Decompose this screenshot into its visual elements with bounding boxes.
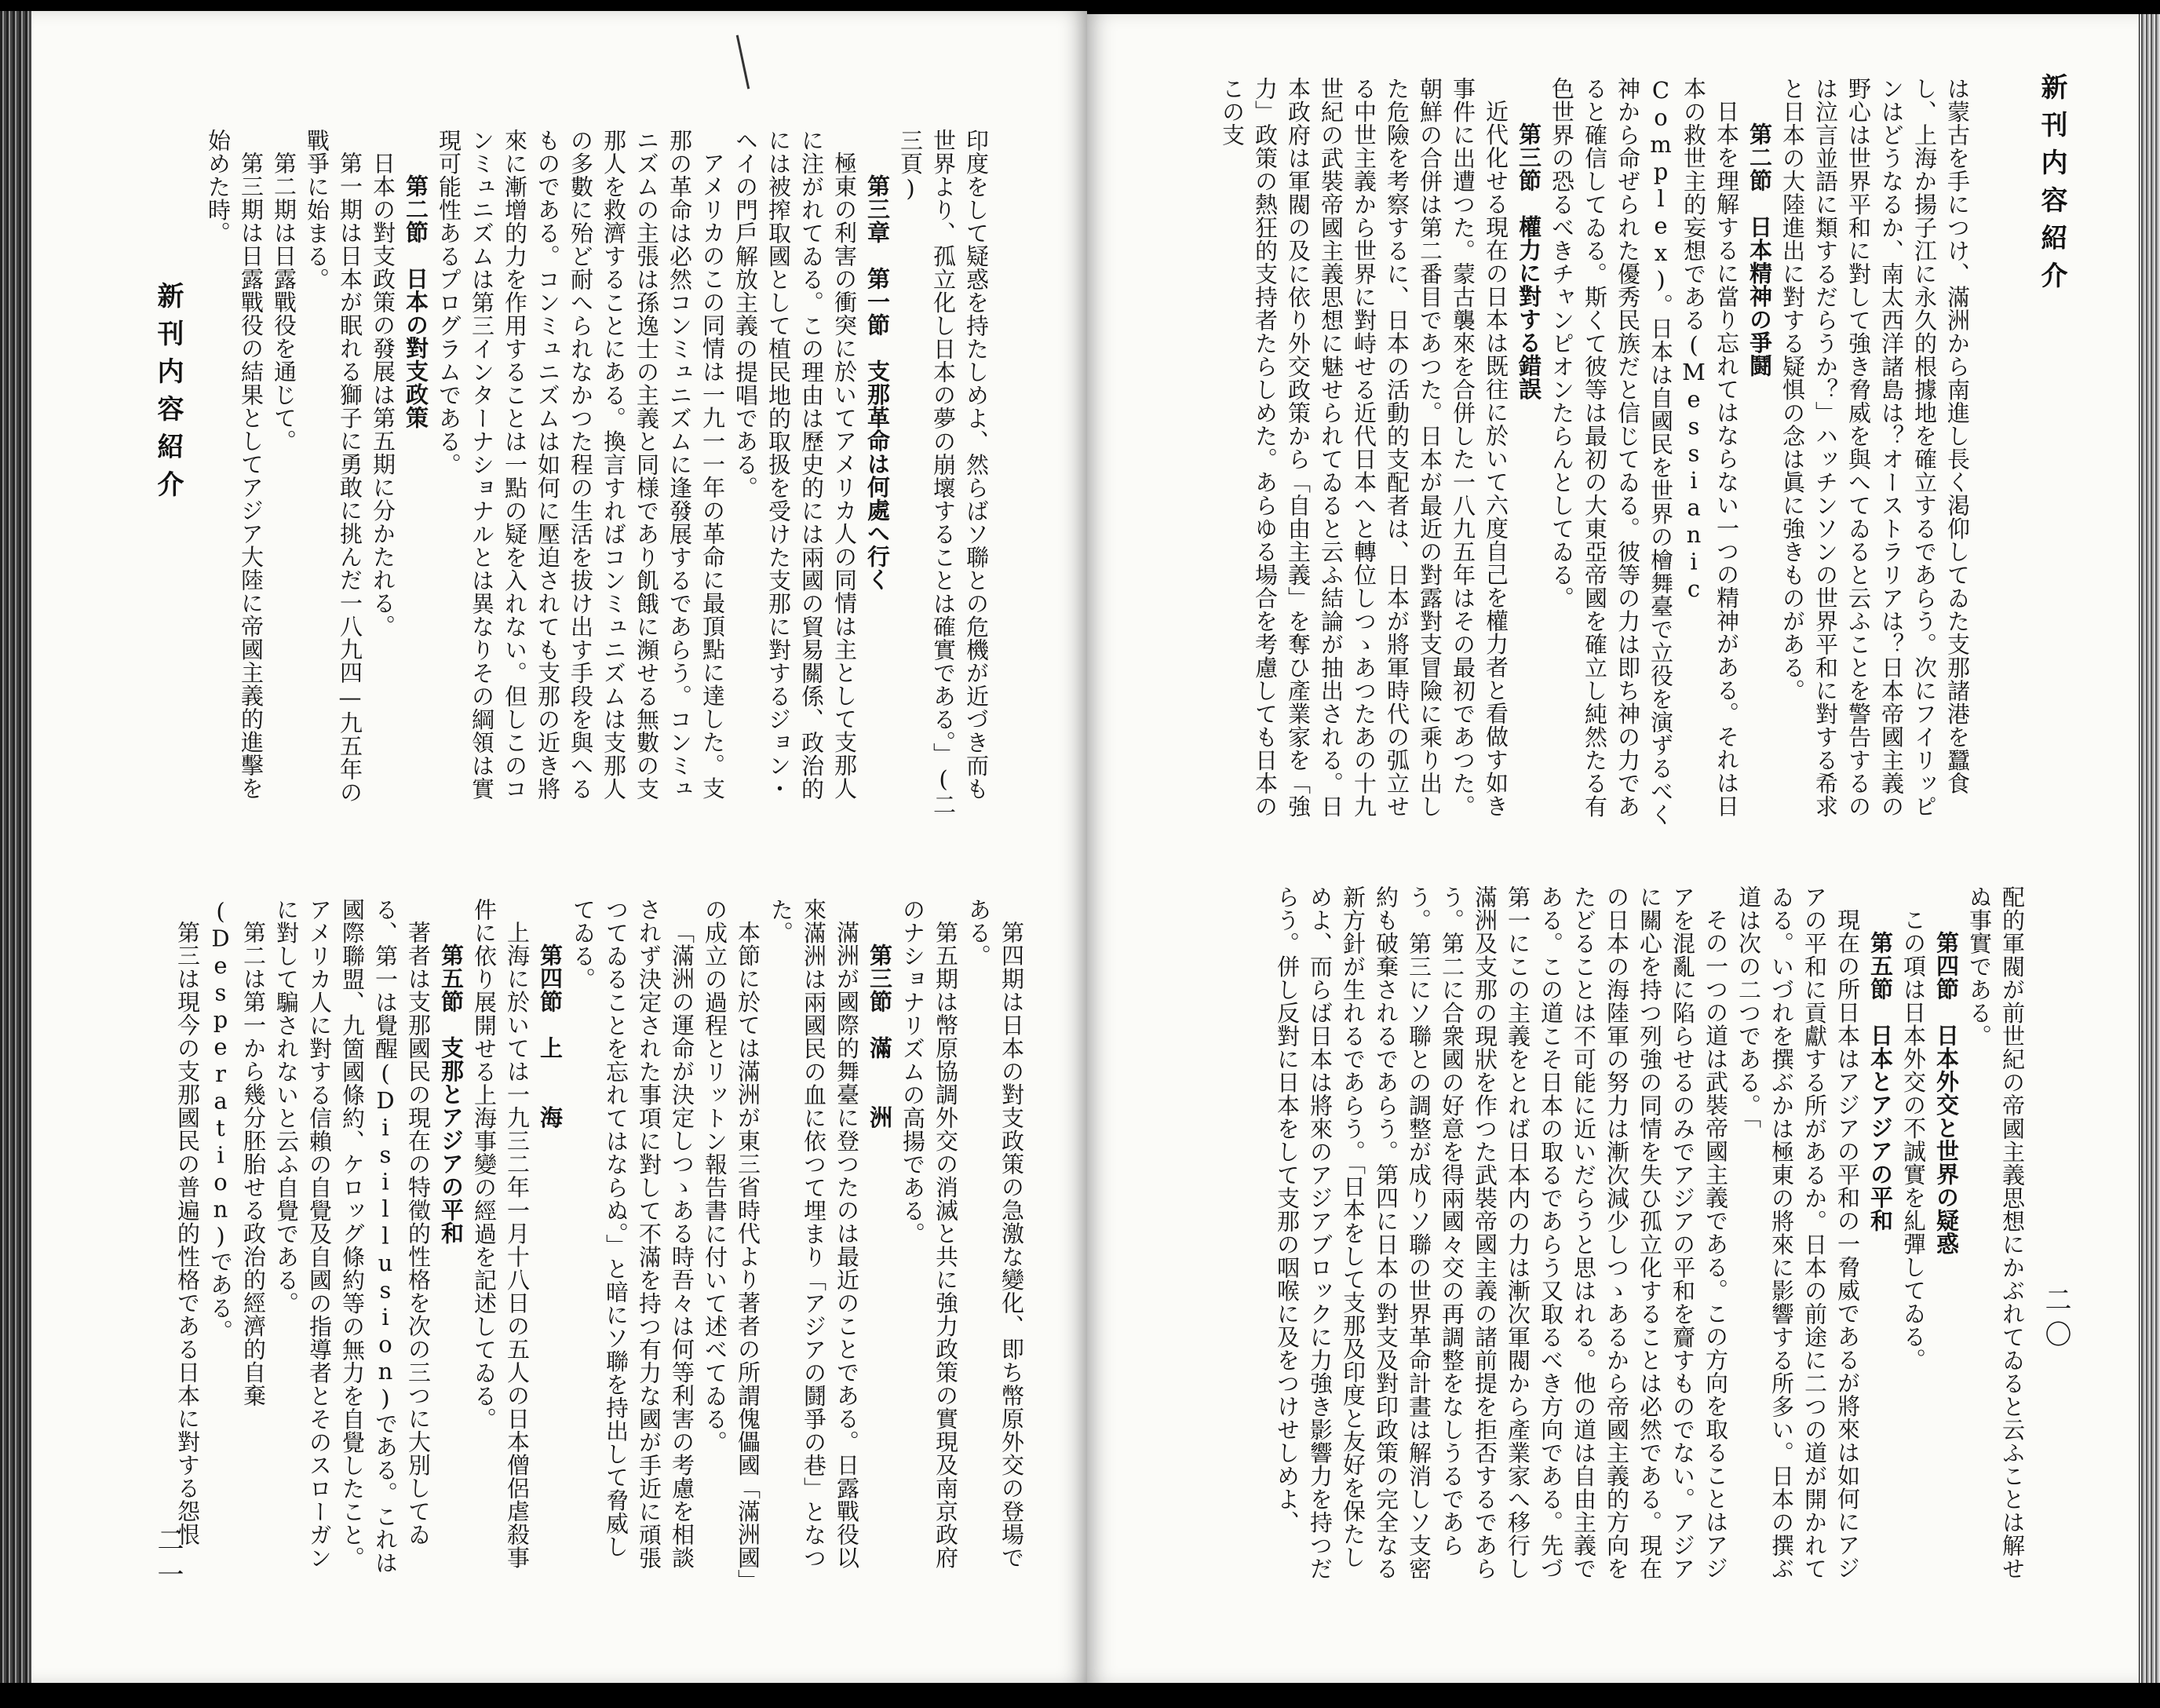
left-page bbox=[31, 11, 1087, 1683]
paragraph: 第四期は日本の對支政策の急激な變化、即ち幣原外交の登場である。 bbox=[965, 898, 1025, 1569]
right-upper-container bbox=[1216, 77, 1974, 830]
right-lower-container bbox=[1271, 885, 2029, 1584]
paragraph: 滿洲が國際的舞臺に登つたのは最近のことである。日露戰役以來滿洲は兩國民の血に依つて埋まり「アジアの鬪爭の巷」となつた。 bbox=[768, 898, 860, 1570]
paragraph: 第五期は幣原協調外交の消滅と共に強力政策の實現及南京政府のナショナリズムの高揚である。 bbox=[899, 898, 959, 1569]
left-lower-container bbox=[173, 898, 1028, 1581]
paragraph: 近代化せる現在の日本は既往に於いて六度自己を權力者と看做す如き事件に出遭つた。蒙古襲來を合併した一八九五年はその最初であつた。朝鮮の合併は第二番目であつた。日本が最近の對露對支冒險に乘り出した危險を考察するに、日本の活動的支配者は、日本が將軍時代の弧立せる中世主義から世界に對峙せる近代日本へと轉位しつゝあつたあの十九世紀の武裝帝國主義思想に魅せられてゐると云ふ結論が抽出される。日本政府は軍閥の及に依り外交政策から「自由主義」を奪ひ產業家を「強力」政策の熱狂的支持者たらしめた。あらゆる場合を考慮しても日本のこの支 bbox=[1219, 77, 1509, 818]
page-mark bbox=[736, 35, 750, 89]
right-page-upper-text bbox=[1142, 77, 1974, 830]
paragraph: アメリカのこの同情は一九一一年の革命に最頂點に達した。支那の革命は必然コンミュニズムに逢發展するであらう。コンミュニズムの主張は孫逸士の主義と同様であり飢餓に瀕せる無數の支那人を救濟することにある。換言すればコンミュニズムは支那人の多數に殆ど耐へられなかつた程の生活を拔け出す手段を與へるものである。コンミュニズムは如何に壓迫されても支那の近き將來に漸增的力を作用することは一點の疑を入れない。但しこのコンミュニズムは第三インターナショナルとは異なりその綱領は實現可能性あるプログラムである。 bbox=[436, 129, 726, 801]
paragraph: 第一期は日本が眠れる獅子に勇敢に挑んだ一八九四—九五年の戰爭に始まる。 bbox=[304, 129, 363, 804]
paragraph: 第二期は日露戰役を通じて。 bbox=[271, 151, 297, 453]
right-page-number: 二〇 bbox=[2040, 1286, 2071, 1355]
section-heading: 第二節 日本精神の爭鬪 bbox=[1746, 122, 1773, 378]
paragraph: 配的軍閥が前世紀の帝國主義思想にかぶれてゐると云ふことは解せぬ事實である。 bbox=[1966, 885, 2026, 1580]
paragraph: 本節に於ては滿洲が東三省時代より著者の所謂傀儡國「滿洲國」の成立の過程とリットン報告書に付いて述べてゐる。 bbox=[702, 898, 761, 1581]
section-heading: 第五節 日本とアジアの平和 bbox=[1867, 931, 1894, 1232]
left-page-upper-text bbox=[181, 129, 993, 819]
book-page-edges-right bbox=[2140, 14, 2160, 1683]
book-spine-edge-left bbox=[0, 11, 31, 1683]
left-page-number: 二一 bbox=[152, 1526, 184, 1595]
paragraph: 第二は第一から幾分胚胎せる政治的經濟的自棄(Desperation)である。 bbox=[207, 898, 267, 1407]
paragraph: は蒙古を手につけ、滿洲から南進し長く渇仰してゐた支那諸港を蠶食し、上海か揚子江に永久的根據地を確立するであらう。次にフイリッピンはどうなるか、南太西洋諸島は？オーストラリアは？日本帝國主義の野心は世界平和に對して強き脅威を與へてゐると云ふことを警告するのは泣言並語に類するだらうか？」ハッチンソンの世界平和に對する希求と日本の大陸進出に對する疑惧の念は眞に強きものがある。 bbox=[1779, 77, 1971, 818]
section-heading: 第四節 日本外交と世界の疑惑 bbox=[1933, 931, 1960, 1255]
paragraph: 日本の對支政策の發展は第五期に分かたれる。 bbox=[370, 151, 396, 638]
right-page bbox=[1087, 14, 2139, 1683]
paragraph: 著者は支那國民の現在の特徵的性格を次の三つに大別してゐる、第一は覺醒(Disillusion)である。これは國際聯盟、九箇國條約、ケロッグ條約等の無力を自覺したこと。アメリカ人に對する信賴の自覺及自國の指導者とそのスローガンに對して騙されないと云ふ自覺である。 bbox=[273, 898, 432, 1575]
left-page-header: 新刊内容紹介 bbox=[152, 282, 184, 508]
paragraph: 印度をして疑惑を持たしめよ、然らばソ聯との危機が近づき而も世界より、孤立化し日本の夢の崩壞することは確實である。」(二三頁) bbox=[897, 129, 990, 816]
left-upper-container bbox=[202, 129, 993, 819]
paragraph: 日本を理解するに當り忘れてはならない一つの精神がある。それは日本の救世主的妄想である(Messianic Complex)。日本は自國民を世界の檜舞臺で立役を演ずるべく神から命ぜられた優秀民族だと信じてゐる。彼等の力は即ち神の力であると確信してゐる。斯くて彼等は最初の大東亞帝國を確立し純然たる有色世界の恐るべきチャンピオンたらんとしてゐる。 bbox=[1549, 77, 1740, 827]
left-page-lower-text bbox=[173, 898, 1028, 1581]
section-heading: 第二節 日本の對支政策 bbox=[403, 174, 429, 429]
section-heading: 第四節 上 海 bbox=[537, 943, 564, 1129]
paragraph: その一つの道は武裝帝國主義である。この方向を取ることはアジアを混亂に陷らせるのみでアジアの平和を齎すものでない。アジアに關心を持つ列強の同情を失ひ孤立化することは必然である。現在の日本の海陸軍の努力は漸次減少しつゝあるから帝國主義的方向をたどることは不可能に近いだらうと思はれる。他の道は自由主義である。この道こそ日本の取るであらう又取るべき方向である。先づ第一にこの主義をとれば日本内の力は漸次軍閥から產業家へ移行し滿洲及支那の現狀を作つた武裝帝國主義の諸前提を拒否するであらう。第二に合衆國の好意を得兩國々交の再調整をなしうるであらう。第三にソ聯との調整が成りソ聯の世界革命計畫は解消しソ支密約も破棄されるであらう。第四に日本の對支及對印政策の完全なる新方針が生れるであらう。「日本をして支那及印度と友好を保たしめよ、而らば日本は將來のアジアブロックに力強き影響力を持つだらう。併し反對に日本をして支那の咽喉に及をつけせしめよ、 bbox=[1274, 885, 1729, 1580]
paragraph: 「滿洲の運命が決定しつゝある時吾々は何等利害の考慮を相談されず決定された事項に對して不滿を持つ有力な國が手近に頑張つてゐることを忘れてはならぬ。」と暗にソ聯を持出して脅威してゐる。 bbox=[570, 898, 695, 1570]
paragraph: この項は日本外交の不誠實を糺彈してゐる。 bbox=[1900, 908, 1927, 1371]
right-page-header: 新刊内容紹介 bbox=[2036, 73, 2067, 299]
paragraph: 上海に於いては一九三二年一月十八日の五人の日本僧侶虐殺事件に依り展開せる上海事變の經過を記述してゐる。 bbox=[471, 898, 531, 1569]
paragraph: 現在の所日本はアジアの平和の一脅威であるが將來は如何にアジアの平和に貢獻する所があるか。日本の前途に二つの道が開かれてゐる。いづれを撰ぶかは極東の將來に影響する所多い。日本の撰ぶ道は次の二つである。「 bbox=[1735, 885, 1861, 1580]
section-heading: 第三章 第一節 支那革命は何處へ行く bbox=[864, 174, 891, 591]
paragraph: 第三期は日露戰役の結果としてアジア大陸に帝國主義的進擊を始めた時。 bbox=[205, 129, 265, 800]
section-heading: 第三節 滿 洲 bbox=[867, 943, 893, 1129]
paragraph: 極東の利害の衝突に於いてアメリカ人の同情は主として支那人に注がれてゐる。この理由は歷史的には兩國の貿易關係、政治的には被搾取國として植民地的取扱を受けた支那に對するジョン・ヘイの門戶解放主義の提唱である。 bbox=[732, 129, 858, 801]
paragraph: 第三は現今の支那國民の普遍的性格である日本に對する怨恨 bbox=[174, 921, 201, 1546]
section-heading: 第五節 支那とアジアの平和 bbox=[438, 943, 465, 1245]
section-heading: 第三節 權力に對する錯誤 bbox=[1516, 122, 1542, 400]
right-page-lower-text bbox=[1134, 885, 2029, 1584]
